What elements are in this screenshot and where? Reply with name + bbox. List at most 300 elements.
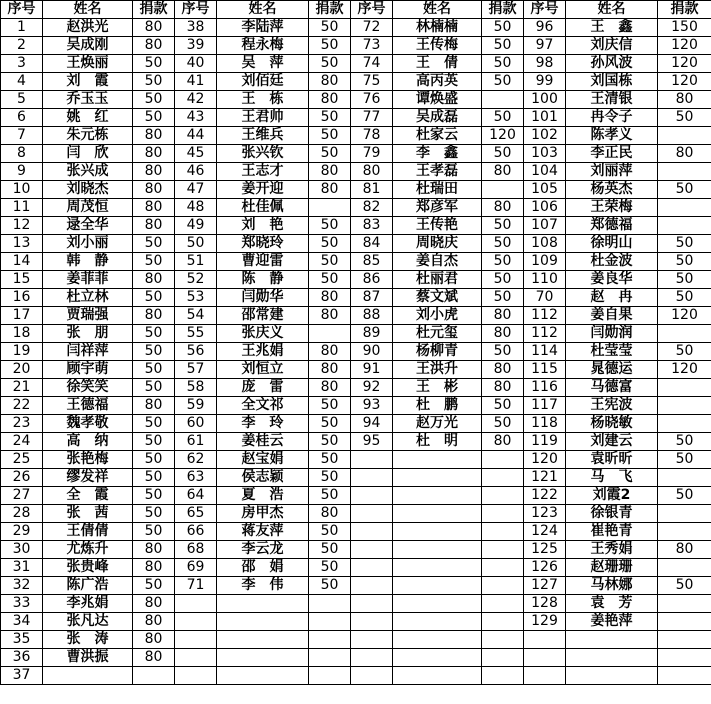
group-1-name-cell: 周茂恒 [43,199,133,217]
group-2-name-cell: 吴 萍 [217,55,309,73]
group-4-amount-cell: 50 [658,487,711,505]
group-1-seq-cell: 23 [1,415,43,433]
group-4-seq-cell: 112 [524,307,566,325]
group-3-amount-cell: 50 [482,289,524,307]
group-3-seq-cell: 79 [351,145,393,163]
group-1-seq-cell: 18 [1,325,43,343]
group-3-seq-cell: 84 [351,235,393,253]
group-2-amount-cell: 50 [309,397,351,415]
group-3-seq-cell: 81 [351,181,393,199]
group-1-amount-cell: 80 [133,271,175,289]
group-3-amount-cell: 50 [482,109,524,127]
group-3-seq-cell: 95 [351,433,393,451]
group-2-seq-cell: 65 [175,505,217,523]
group-3-name-cell: 王传梅 [393,37,482,55]
group-3-amount-cell [482,559,524,577]
group-3-amount-cell [482,541,524,559]
group-2-amount-cell [309,667,351,685]
group-3-name-cell [393,523,482,541]
group-1-amount-cell: 80 [133,595,175,613]
group-4-seq-cell: 99 [524,73,566,91]
group-4-seq-cell: 119 [524,433,566,451]
group-3-seq-cell: 93 [351,397,393,415]
group-1-name-cell: 刘小丽 [43,235,133,253]
group-2-seq-cell: 62 [175,451,217,469]
group-1-seq-cell: 10 [1,181,43,199]
group-3-amount-cell [482,505,524,523]
group-2-name-cell [217,595,309,613]
table-row [1,145,711,163]
group-3-amount-cell: 80 [482,325,524,343]
table-row [1,289,711,307]
group-1-amount-cell: 50 [133,505,175,523]
header-row [1,1,711,19]
group-3-amount-cell: 50 [482,37,524,55]
group-2-name-cell: 邵 娟 [217,559,309,577]
group-3-name-cell [393,469,482,487]
group-1-seq-cell: 2 [1,37,43,55]
group-4-seq-cell: 106 [524,199,566,217]
group-2-seq-cell: 64 [175,487,217,505]
group-4-name-cell: 晁德运 [566,361,658,379]
group-1-name-cell [43,667,133,685]
group-2-name-cell: 李 玲 [217,415,309,433]
group-2-name-cell: 邵常建 [217,307,309,325]
table-row [1,109,711,127]
group-3-amount-cell [482,91,524,109]
group-4-name-cell: 赵 冉 [566,289,658,307]
group-1-seq-cell: 4 [1,73,43,91]
table-row [1,19,711,37]
group-4-name-cell: 王清银 [566,91,658,109]
group-2-name-cell: 郑晓玲 [217,235,309,253]
group-1-amount-cell: 80 [133,199,175,217]
group-4-seq-cell: 128 [524,595,566,613]
group-2-amount-cell: 50 [309,559,351,577]
group-2-amount-cell: 80 [309,163,351,181]
group-1-amount-cell: 80 [133,19,175,37]
group-1-amount-cell: 80 [133,37,175,55]
group-1-seq-cell: 27 [1,487,43,505]
group-3-name-cell: 蔡文斌 [393,289,482,307]
group-3-seq-cell: 77 [351,109,393,127]
group-2-seq-cell: 66 [175,523,217,541]
group-4-amount-cell [658,397,711,415]
group-1-name-cell: 闫 欣 [43,145,133,163]
group-1-name-cell: 李兆娟 [43,595,133,613]
group-2-amount-cell: 50 [309,253,351,271]
group-3-name-cell [393,631,482,649]
group-2-name-cell: 侯志颖 [217,469,309,487]
group-1-amount-cell: 50 [133,55,175,73]
group-1-amount-cell: 80 [133,559,175,577]
group-2-seq-cell: 69 [175,559,217,577]
group-1-name-cell: 贾瑞强 [43,307,133,325]
group-4-seq-cell [524,667,566,685]
group-2-seq-cell: 61 [175,433,217,451]
group-4-amount-cell: 50 [658,451,711,469]
group-4-seq-cell: 129 [524,613,566,631]
group-1-amount-cell: 50 [133,361,175,379]
group-3-name-cell: 赵万光 [393,415,482,433]
group-3-name-cell [393,613,482,631]
group-1-name-cell: 王倩倩 [43,523,133,541]
group-1-seq-cell: 13 [1,235,43,253]
table-row [1,613,711,631]
group-3-name-cell [393,559,482,577]
table-row [1,541,711,559]
table-row [1,505,711,523]
group-1-amount-cell: 80 [133,145,175,163]
group-3-name-cell: 王 倩 [393,55,482,73]
table-row [1,217,711,235]
table-row [1,577,711,595]
group-1-amount-cell: 50 [133,523,175,541]
group-4-seq-cell: 105 [524,181,566,199]
group-3-name-cell [393,487,482,505]
group-2-amount-cell: 50 [309,487,351,505]
group-4-amount-cell: 50 [658,433,711,451]
group-2-amount-cell: 50 [309,127,351,145]
table-row [1,181,711,199]
group-3-seq-cell: 87 [351,289,393,307]
group-4-amount-cell: 120 [658,37,711,55]
group-1-amount-cell: 50 [133,289,175,307]
table-row [1,469,711,487]
group-3-seq-cell [351,631,393,649]
group-3-amount-cell: 50 [482,397,524,415]
table-row [1,397,711,415]
group-3-name-cell: 刘小虎 [393,307,482,325]
group-1-seq-cell: 20 [1,361,43,379]
group-4-name-cell: 赵珊珊 [566,559,658,577]
group-4-name-cell: 刘霞2 [566,487,658,505]
group-4-name-cell: 马 飞 [566,469,658,487]
group-2-seq-cell [175,649,217,667]
group-2-seq-cell: 49 [175,217,217,235]
table-row [1,523,711,541]
group-3-name-cell: 杜丽君 [393,271,482,289]
group-4-name-cell: 杜莹莹 [566,343,658,361]
group-4-name-cell: 郑德福 [566,217,658,235]
group-2-seq-cell: 41 [175,73,217,91]
group-4-amount-cell [658,631,711,649]
group-1-seq-cell: 1 [1,19,43,37]
group-2-amount-cell: 50 [309,37,351,55]
group-3-amount-cell [482,523,524,541]
group-3-seq-cell [351,523,393,541]
group-3-amount-cell [482,595,524,613]
group-3-seq-cell: 88 [351,307,393,325]
group-1-name-cell: 韩 静 [43,253,133,271]
group-3-seq-cell: 89 [351,325,393,343]
group-3-amount-cell [482,451,524,469]
group-3-name-cell [393,541,482,559]
group-4-seq-cell [524,631,566,649]
group-3-amount-cell [482,487,524,505]
group-2-amount-cell: 80 [309,307,351,325]
table-row [1,73,711,91]
group-3-amount-cell [482,631,524,649]
group-2-seq-cell: 51 [175,253,217,271]
group-4-amount-cell [658,325,711,343]
group-1-name-cell: 乔玉玉 [43,91,133,109]
table-row [1,271,711,289]
group-2-seq-cell: 55 [175,325,217,343]
group-3-seq-cell [351,559,393,577]
group-3-name-cell: 王孝磊 [393,163,482,181]
group-4-amount-cell [658,217,711,235]
group-3-name-cell: 杜家云 [393,127,482,145]
group-1-name-cell: 张 涛 [43,631,133,649]
group-4-name-cell: 王 鑫 [566,19,658,37]
table-row [1,415,711,433]
group-3-name-cell: 王 彬 [393,379,482,397]
table-row [1,631,711,649]
group-4-amount-cell [658,163,711,181]
group-1-name-cell: 朱元栋 [43,127,133,145]
group-2-amount-cell: 80 [309,181,351,199]
group-1-amount-cell: 50 [133,451,175,469]
group-2-name-cell: 李 伟 [217,577,309,595]
group-1-seq-cell: 34 [1,613,43,631]
group-1-name-cell: 曹洪振 [43,649,133,667]
group-1-amount-cell: 80 [133,127,175,145]
group-1-seq-cell: 37 [1,667,43,685]
group-4-amount-cell [658,379,711,397]
group-3-amount-cell: 80 [482,199,524,217]
group-3-seq-cell: 82 [351,199,393,217]
group-4-name-cell [566,649,658,667]
group-2-seq-cell: 46 [175,163,217,181]
group-3-amount-cell: 50 [482,415,524,433]
group-1-seq-cell: 29 [1,523,43,541]
group-4-seq-cell: 114 [524,343,566,361]
group-4-seq-cell: 107 [524,217,566,235]
group-4-name-cell: 袁 芳 [566,595,658,613]
group-2-seq-cell [175,595,217,613]
group-2-amount-cell: 80 [309,91,351,109]
group-3-name-cell [393,505,482,523]
group-2-seq-cell: 57 [175,361,217,379]
group-1-name-cell: 姜菲菲 [43,271,133,289]
group-4-amount-cell [658,415,711,433]
group-4-name-cell: 刘建云 [566,433,658,451]
group-2-seq-cell: 52 [175,271,217,289]
group-3-amount-cell [482,469,524,487]
group-2-name-cell: 王 栋 [217,91,309,109]
group-4-amount-cell: 50 [658,253,711,271]
group-1-seq-cell: 5 [1,91,43,109]
group-4-amount-cell: 50 [658,343,711,361]
group-1-amount-cell: 80 [133,649,175,667]
group-2-amount-cell: 50 [309,145,351,163]
group-2-amount-cell [309,613,351,631]
group-1-amount-cell: 50 [133,343,175,361]
group-3-amount-cell [482,649,524,667]
group-2-seq-cell: 68 [175,541,217,559]
table-row [1,91,711,109]
group-4-name-cell: 刘庆信 [566,37,658,55]
group-1-seq-cell: 19 [1,343,43,361]
group-3-name-cell: 姜自杰 [393,253,482,271]
group-3-amount-cell: 80 [482,433,524,451]
group-3-seq-cell: 83 [351,217,393,235]
group-3-seq-cell: 75 [351,73,393,91]
table-row [1,379,711,397]
group-2-seq-cell: 71 [175,577,217,595]
group-2-name-cell: 房甲杰 [217,505,309,523]
group-2-seq-cell: 42 [175,91,217,109]
table-row [1,55,711,73]
group-2-name-cell: 闫勋华 [217,289,309,307]
group-3-seq-cell [351,469,393,487]
group-4-amount-cell: 50 [658,109,711,127]
group-4-seq-cell: 120 [524,451,566,469]
group-2-amount-cell [309,631,351,649]
group-2-name-cell: 杜佳佩 [217,199,309,217]
table-row [1,199,711,217]
group-3-name-cell: 杜瑞田 [393,181,482,199]
group-2-name-cell: 王君帅 [217,109,309,127]
group-4-name-cell: 姜自果 [566,307,658,325]
group-2-amount-cell: 50 [309,451,351,469]
group-1-amount-cell: 50 [133,577,175,595]
group-3-amount-cell: 50 [482,19,524,37]
group-3-name-header: 姓名 [393,1,482,19]
group-1-seq-cell: 12 [1,217,43,235]
table-row [1,559,711,577]
group-4-name-cell: 姜艳萍 [566,613,658,631]
group-4-name-cell: 孙风波 [566,55,658,73]
group-4-seq-cell: 122 [524,487,566,505]
group-1-seq-cell: 28 [1,505,43,523]
group-2-amount-cell: 50 [309,523,351,541]
group-1-seq-cell: 22 [1,397,43,415]
group-3-seq-cell [351,649,393,667]
group-1-name-cell: 张 朋 [43,325,133,343]
group-2-seq-cell: 45 [175,145,217,163]
group-1-amount-cell: 80 [133,181,175,199]
group-2-name-cell: 陈 静 [217,271,309,289]
group-1-seq-cell: 24 [1,433,43,451]
group-4-amount-cell: 80 [658,91,711,109]
group-4-seq-cell: 125 [524,541,566,559]
group-4-name-cell: 崔艳青 [566,523,658,541]
group-1-name-cell: 尤炼升 [43,541,133,559]
group-4-amount-cell: 80 [658,145,711,163]
group-4-seq-cell: 112 [524,325,566,343]
group-1-amount-cell: 50 [133,91,175,109]
group-4-amount-header: 捐款 [658,1,711,19]
group-2-name-cell: 蒋友萍 [217,523,309,541]
group-4-name-cell: 陈孝义 [566,127,658,145]
group-4-amount-cell: 50 [658,271,711,289]
group-4-name-cell: 冉令子 [566,109,658,127]
group-4-amount-cell: 120 [658,361,711,379]
group-3-amount-cell: 80 [482,379,524,397]
group-3-name-cell: 吴成磊 [393,109,482,127]
group-4-amount-cell: 120 [658,55,711,73]
group-2-amount-cell: 50 [309,415,351,433]
group-3-amount-cell: 50 [482,271,524,289]
group-1-amount-cell: 50 [133,73,175,91]
group-2-seq-cell: 44 [175,127,217,145]
group-4-seq-cell: 96 [524,19,566,37]
group-3-seq-cell [351,505,393,523]
group-4-amount-cell [658,559,711,577]
group-1-seq-cell: 30 [1,541,43,559]
group-4-name-cell: 王宪波 [566,397,658,415]
group-4-name-cell: 杨英杰 [566,181,658,199]
group-4-seq-cell: 70 [524,289,566,307]
group-2-name-cell: 张兴钦 [217,145,309,163]
group-3-amount-cell: 80 [482,163,524,181]
group-3-amount-cell: 50 [482,217,524,235]
group-1-seq-cell: 35 [1,631,43,649]
group-3-seq-cell: 91 [351,361,393,379]
group-4-name-cell: 王秀娟 [566,541,658,559]
group-1-seq-cell: 11 [1,199,43,217]
group-2-seq-cell: 58 [175,379,217,397]
group-3-seq-cell: 85 [351,253,393,271]
group-2-name-cell: 赵宝娟 [217,451,309,469]
group-1-name-cell: 张艳梅 [43,451,133,469]
group-1-amount-cell: 50 [133,469,175,487]
group-4-name-cell: 徐银青 [566,505,658,523]
group-1-name-cell: 王德福 [43,397,133,415]
group-1-seq-cell: 6 [1,109,43,127]
group-3-amount-cell: 50 [482,55,524,73]
group-4-amount-cell [658,199,711,217]
group-1-name-cell: 王焕丽 [43,55,133,73]
group-2-amount-header: 捐款 [309,1,351,19]
group-2-name-cell [217,667,309,685]
group-3-seq-cell [351,667,393,685]
group-4-name-cell: 姜良华 [566,271,658,289]
group-4-name-cell: 刘国栋 [566,73,658,91]
group-4-seq-cell: 127 [524,577,566,595]
group-2-seq-cell: 56 [175,343,217,361]
group-3-amount-cell: 50 [482,73,524,91]
table-row [1,451,711,469]
group-1-amount-cell: 50 [133,235,175,253]
group-3-amount-cell [482,667,524,685]
group-1-amount-cell: 50 [133,325,175,343]
group-3-amount-cell: 80 [482,307,524,325]
group-4-name-cell: 王荣梅 [566,199,658,217]
group-2-amount-cell: 50 [309,271,351,289]
group-1-amount-cell: 80 [133,163,175,181]
group-3-seq-cell: 94 [351,415,393,433]
group-3-seq-cell [351,487,393,505]
group-3-seq-cell: 80 [351,163,393,181]
group-2-amount-cell [309,595,351,613]
group-4-amount-cell: 150 [658,19,711,37]
group-1-amount-cell [133,667,175,685]
group-2-amount-cell: 80 [309,361,351,379]
group-3-name-cell [393,595,482,613]
group-3-name-cell: 林楠楠 [393,19,482,37]
group-4-seq-cell: 110 [524,271,566,289]
group-2-name-cell: 王兆娟 [217,343,309,361]
group-1-seq-cell: 7 [1,127,43,145]
group-1-name-header: 姓名 [43,1,133,19]
group-2-name-cell [217,649,309,667]
group-3-seq-cell [351,541,393,559]
group-1-name-cell: 徐笑笑 [43,379,133,397]
group-3-amount-cell: 50 [482,145,524,163]
